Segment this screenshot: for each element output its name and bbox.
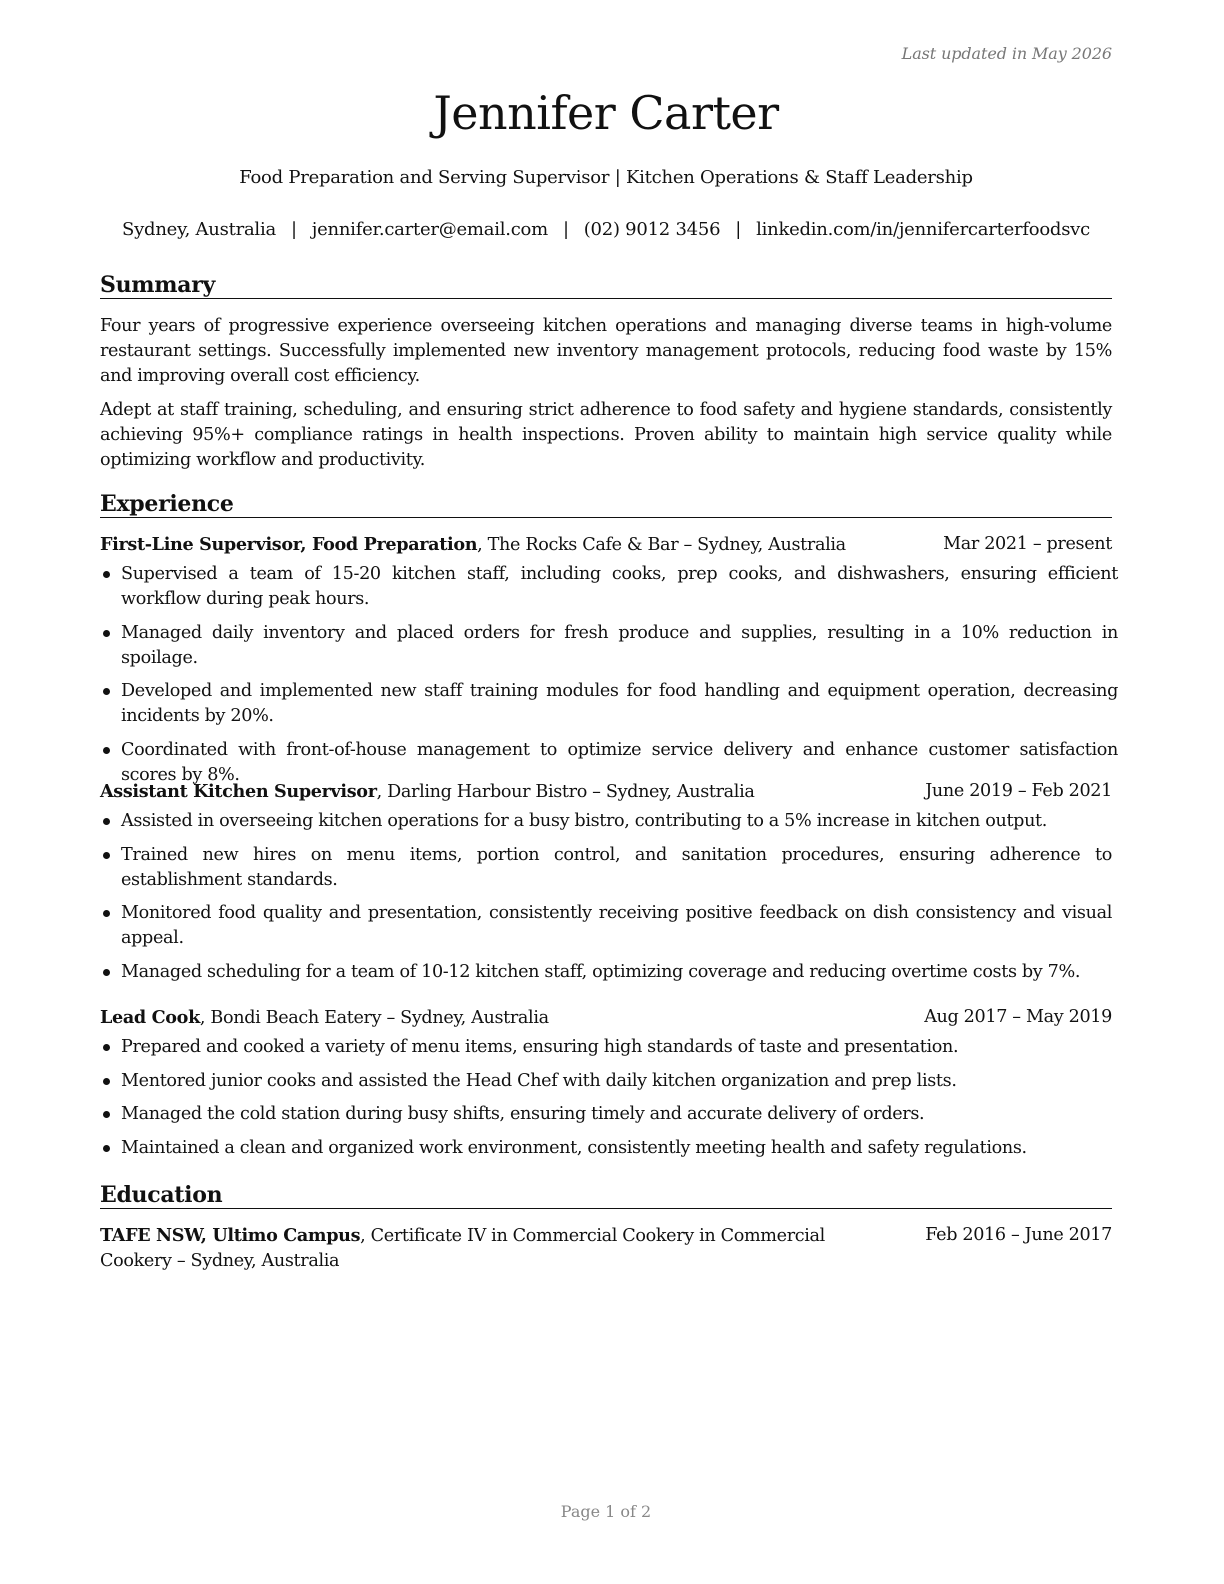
list-item: Managed the cold station during busy shifts, ensuring timely and accurate delivery of orders. — [100, 1102, 1112, 1127]
job-title: Assistant Kitchen Supervisor — [100, 781, 377, 802]
contact-phone[interactable]: (02) 9012 3456 — [583, 219, 721, 240]
page-number: Page 1 of 2 — [560, 1502, 652, 1521]
job-bullets — [100, 562, 1118, 796]
summary-heading: Summary — [100, 272, 1112, 299]
job-bullets — [100, 1035, 1112, 1169]
list-item: Trained new hires on menu items, portion control, and sanitation procedures, ensuring adherence to establishment standards. — [100, 843, 1112, 893]
job-header — [100, 532, 1112, 558]
job-employer: , Darling Harbour Bistro – Sydney, Australia — [376, 782, 755, 802]
list-item: Assisted in overseeing kitchen operations for a busy bistro, contributing to a 5% increase in kitchen output. — [100, 809, 1112, 834]
job-header — [100, 779, 1112, 805]
job-dates: June 2019 – Feb 2021 — [925, 781, 1112, 801]
list-item: Managed daily inventory and placed orders for fresh produce and supplies, resulting in a 10% reduction in spoilage. — [100, 621, 1118, 671]
education-program: , Certificate IV in Commercial Cookery in Commercial Cookery – Sydney, Australia — [100, 1226, 825, 1271]
candidate-name: Jennifer Carter — [433, 86, 779, 140]
job-employer: , Bondi Beach Eatery – Sydney, Australia — [199, 1008, 549, 1028]
contact-location: Sydney, Australia — [122, 219, 276, 240]
contact-line — [100, 219, 1112, 240]
summary-paragraph: Adept at staff training, scheduling, and ensuring strict adherence to food safety and hygiene standards, consistently achieving 95%+ compliance ratings in health inspections. Proven ability to maintain high service quality while optimizing workflow and productivity. — [100, 400, 1112, 470]
job-title: First-Line Supervisor, Food Preparation — [100, 534, 478, 555]
job-dates: Aug 2017 – May 2019 — [924, 1007, 1112, 1027]
list-item: Maintained a clean and organized work environment, consistently meeting health and safety regulations. — [100, 1136, 1112, 1161]
job-header — [100, 1005, 1112, 1031]
job-bullets — [100, 809, 1112, 993]
education-detail — [100, 1223, 890, 1274]
education-heading: Education — [100, 1182, 1112, 1209]
education-entry — [100, 1223, 1112, 1274]
candidate-tagline: Food Preparation and Serving Supervisor | Kitchen Operations & Staff Leadership — [239, 167, 973, 188]
contact-separator: | — [562, 219, 569, 240]
summary-paragraph: Four years of progressive experience overseeing kitchen operations and managing diverse teams in high-volume restaurant settings. Successfully implemented new inventory management protocols, reducing food waste by 15% and improving overall cost efficiency. — [100, 316, 1112, 386]
contact-linkedin[interactable]: linkedin.com/in/jennifercarterfoodsvc — [756, 219, 1090, 240]
list-item: Monitored food quality and presentation, consistently receiving positive feedback on dish consistency and visual appeal. — [100, 901, 1112, 951]
education-school: TAFE NSW, Ultimo Campus — [100, 1225, 361, 1246]
contact-separator: | — [735, 219, 742, 240]
job-dates: Mar 2021 – present — [943, 534, 1112, 554]
resume-page — [100, 0, 1118, 1584]
education-dates: Feb 2016 – June 2017 — [925, 1225, 1112, 1245]
experience-heading: Experience — [100, 491, 1112, 518]
list-item: Coordinated with front-of-house management to optimize service delivery and enhance customer satisfaction scores by 8%. — [100, 738, 1118, 788]
job-employer: , The Rocks Cafe & Bar – Sydney, Australia — [477, 535, 846, 555]
list-item: Mentored junior cooks and assisted the Head Chef with daily kitchen organization and prep lists. — [100, 1069, 1112, 1094]
list-item: Managed scheduling for a team of 10-12 kitchen staff, optimizing coverage and reducing overtime costs by 7%. — [100, 960, 1112, 985]
job-title: Lead Cook — [100, 1007, 200, 1028]
contact-separator: | — [290, 219, 297, 240]
list-item: Supervised a team of 15-20 kitchen staff, including cooks, prep cooks, and dishwashers, ensuring efficient workflow during peak hours. — [100, 562, 1118, 612]
list-item: Prepared and cooked a variety of menu items, ensuring high standards of taste and presentation. — [100, 1035, 1112, 1060]
list-item: Developed and implemented new staff training modules for food handling and equipment operation, decreasing incidents by 20%. — [100, 679, 1118, 729]
last-updated-note: Last updated in May 2026 — [901, 44, 1112, 63]
contact-email[interactable]: jennifer.carter@email.com — [311, 219, 548, 240]
